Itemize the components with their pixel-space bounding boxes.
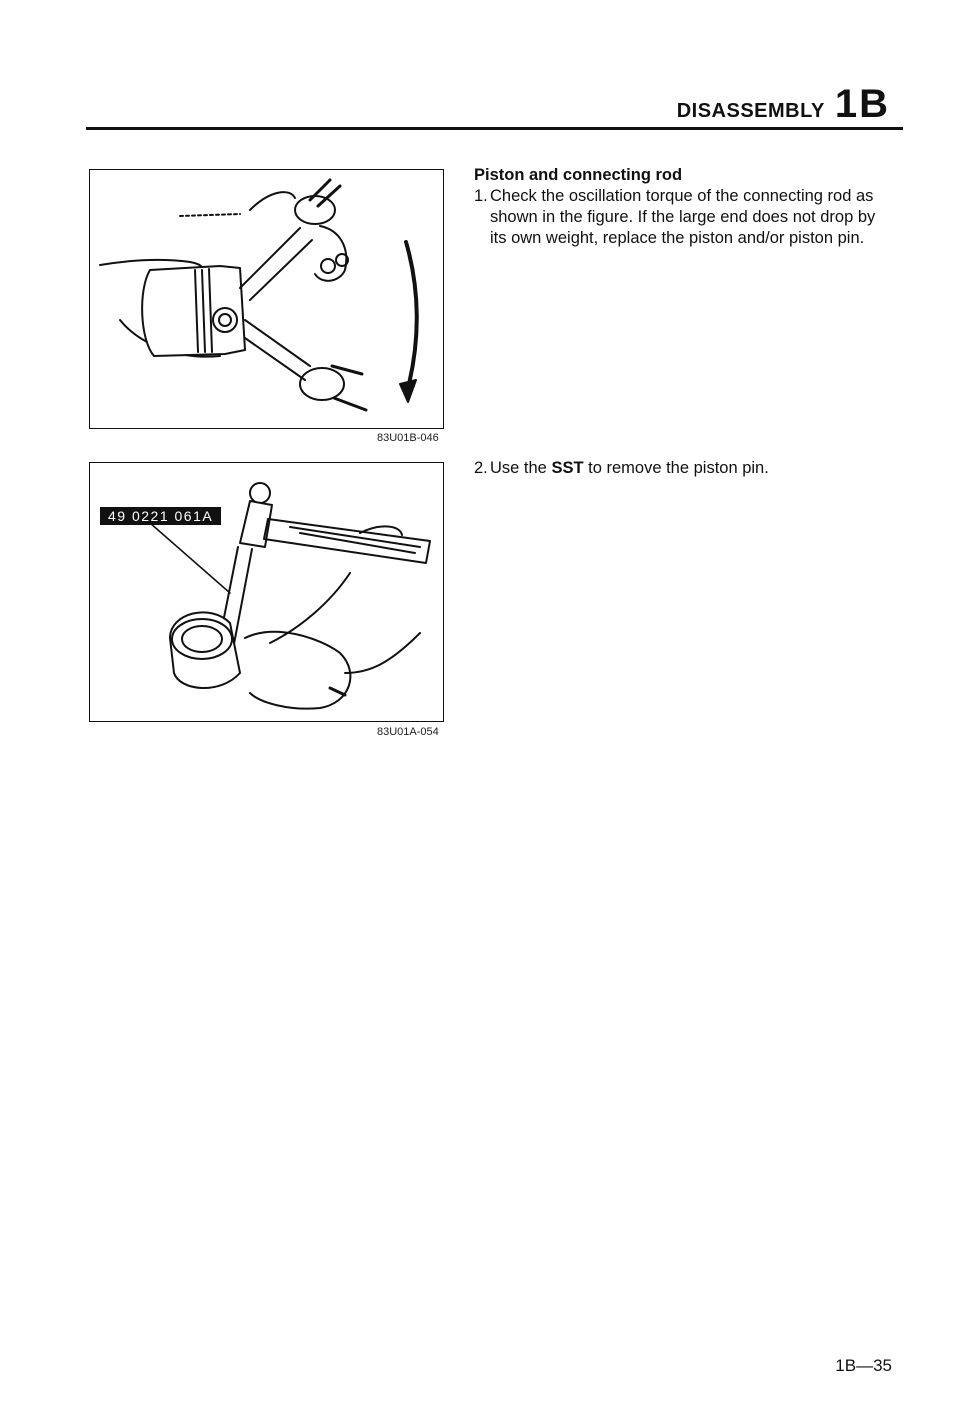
step-text: Check the oscillation torque of the connecting rod as shown in the figure. If the large end does not drop by its own weight, replace the piston and/or piston pin. — [490, 187, 876, 247]
step-text-bold: SST — [551, 459, 584, 477]
sst-tool-label: 49 0221 061A — [100, 507, 221, 525]
page-number: 1B—35 — [835, 1356, 892, 1375]
piston-pin-removal-illustration — [90, 463, 443, 721]
page-header — [677, 82, 890, 127]
section-heading: Piston and connecting rod — [474, 166, 683, 184]
step-text-before: Use the — [490, 459, 552, 477]
header-rule — [86, 127, 903, 130]
step-text-after: to remove the piston pin. — [583, 459, 769, 477]
step-number: 2. — [474, 459, 488, 477]
section-title: DISASSEMBLY — [676, 100, 825, 122]
connecting-rod-illustration — [90, 170, 443, 428]
chapter-code: 1B — [834, 82, 890, 126]
step-text — [474, 458, 894, 479]
step-item — [474, 458, 894, 479]
step-number: 1. — [474, 187, 488, 205]
figure-code: 83U01B-046 — [377, 432, 439, 444]
figure-piston-pin-removal — [89, 462, 444, 722]
figure-code: 83U01A-054 — [377, 726, 439, 738]
step-item — [474, 186, 894, 249]
figure-connecting-rod — [89, 169, 444, 429]
